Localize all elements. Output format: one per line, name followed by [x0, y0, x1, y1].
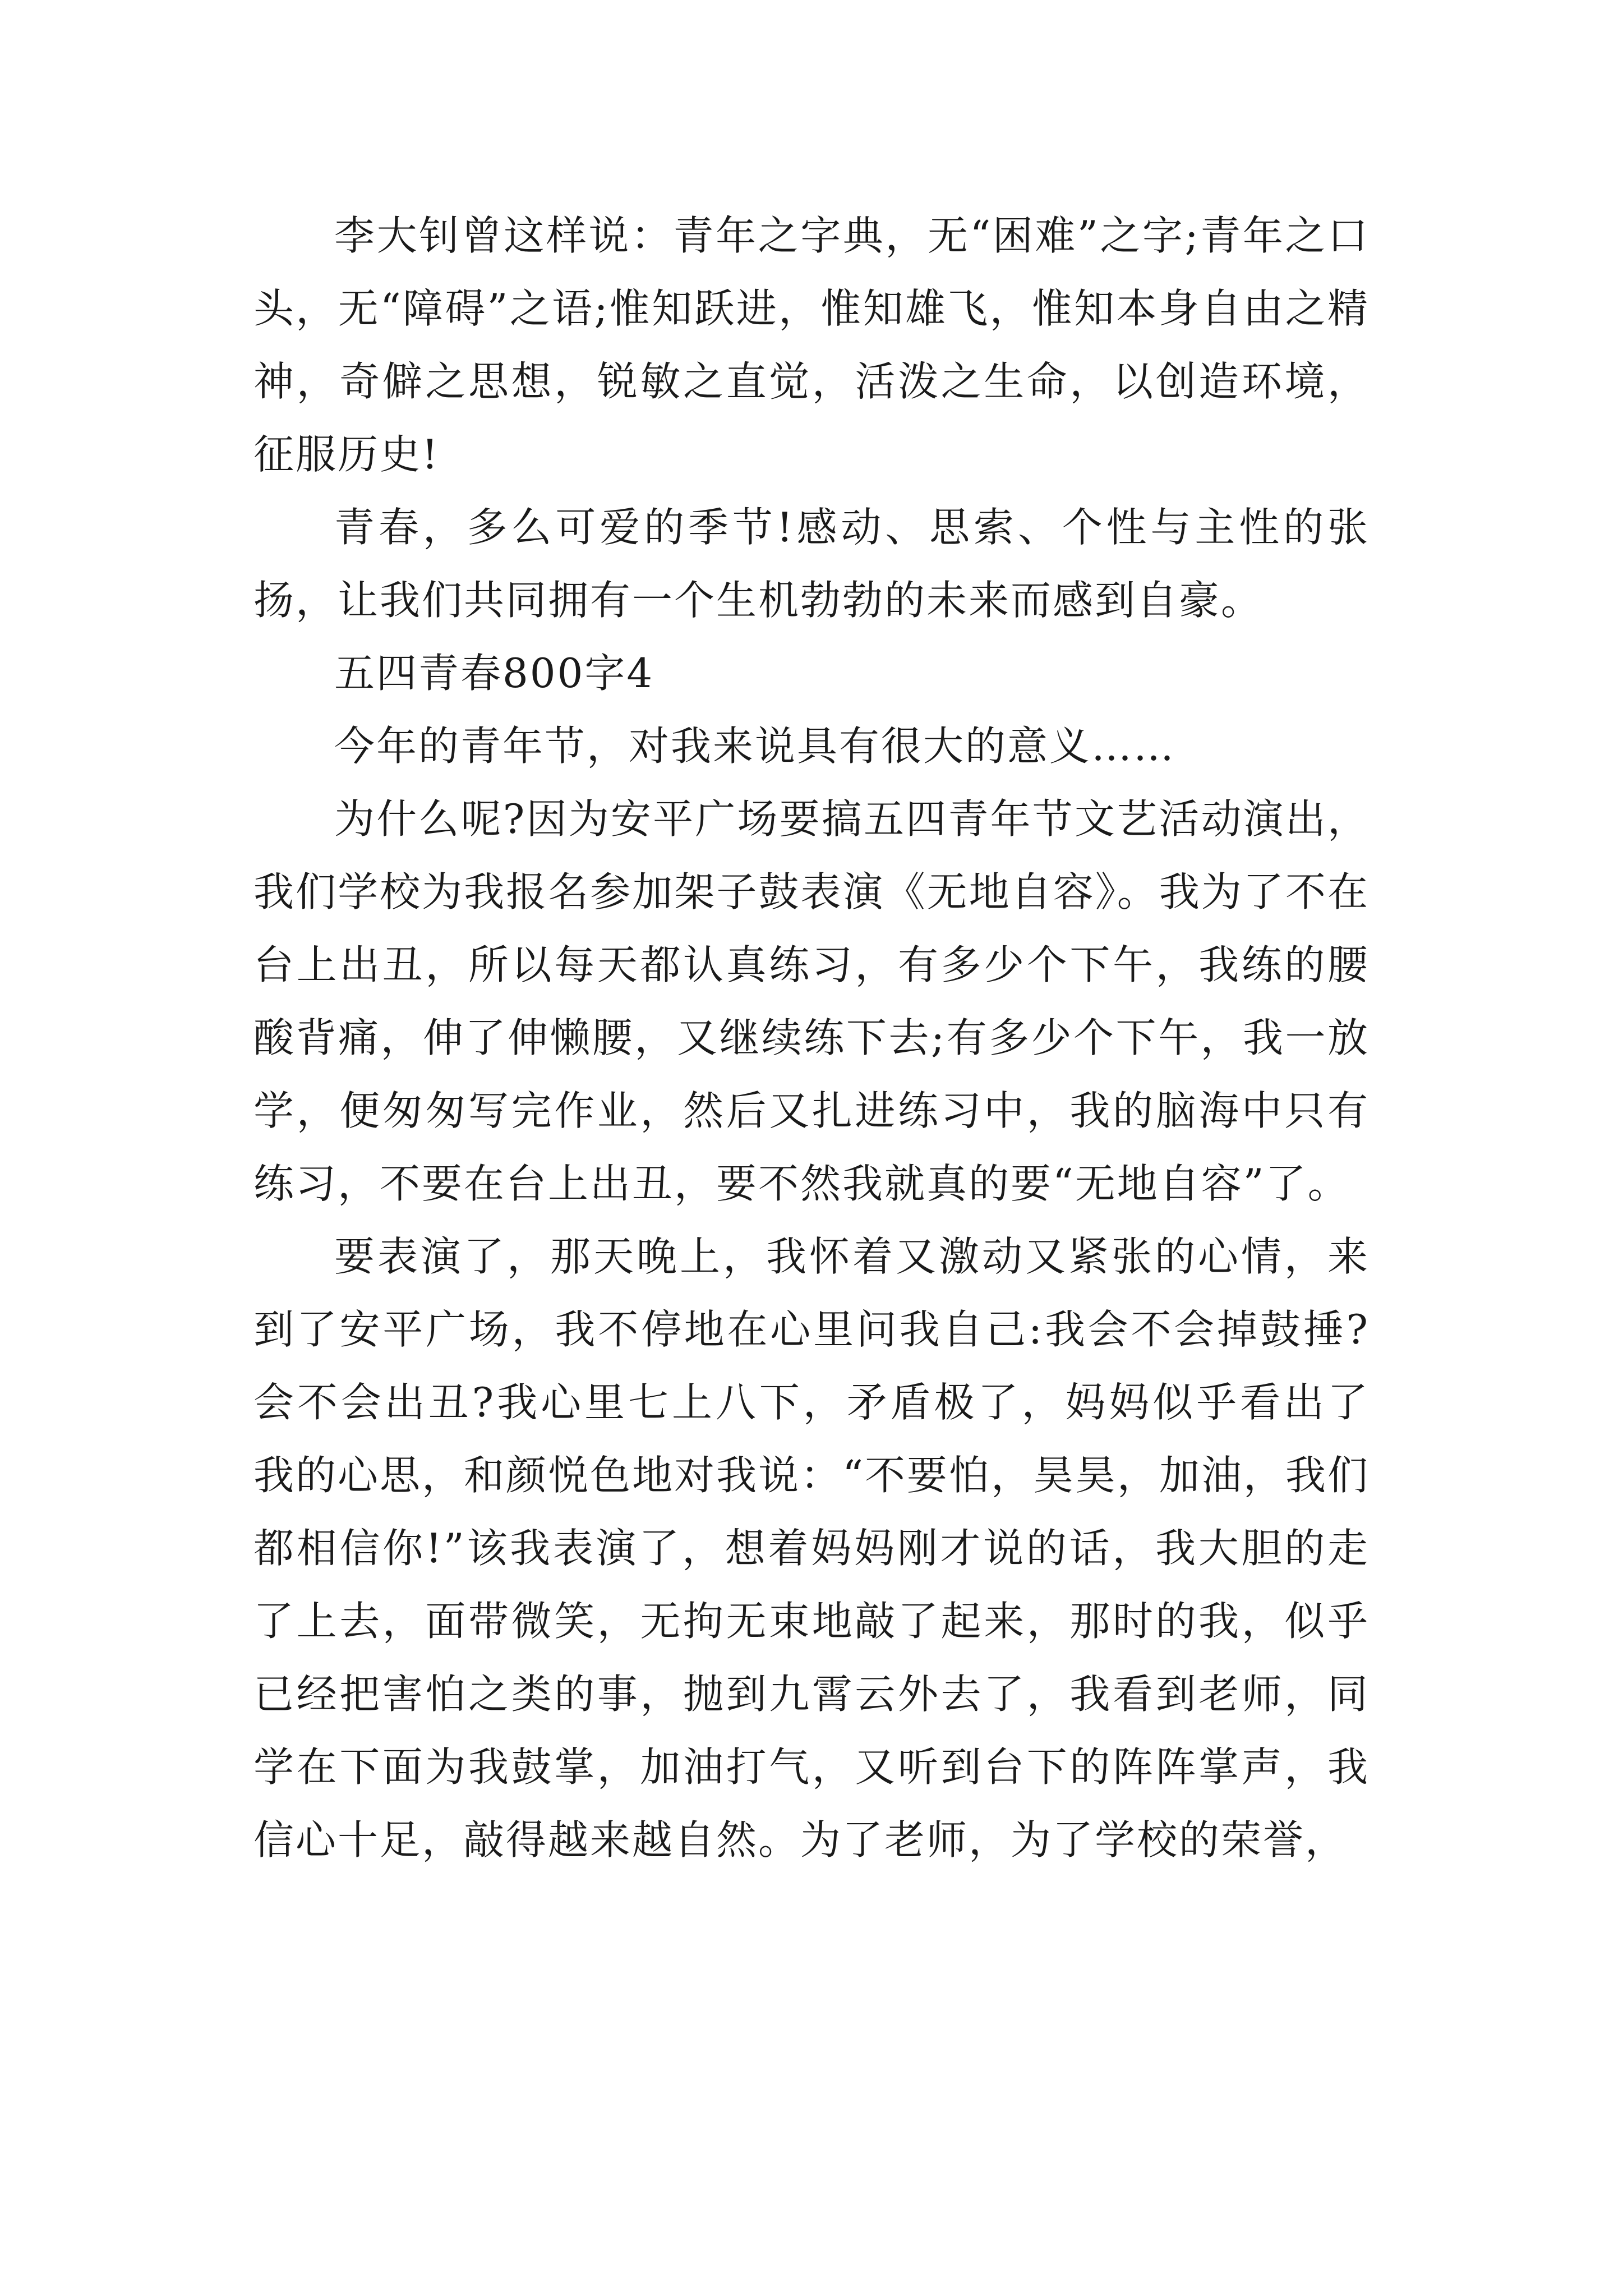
- section-heading: 五四青春800字4: [334, 650, 654, 697]
- paragraph-performance-night: 要表演了，那天晚上，我怀着又激动又紧张的心情，来到了安平广场，我不停地在心里问我自己:我会不会掉鼓捶?会不会出丑?我心里七上八下，矛盾极了，妈妈似乎看出了我的心思，和颜悦色地对我说：“不要怕，昊昊，加油，我们都相信你!”该我表演了，想着妈妈刚才说的话，我大胆的走了上去，面带微笑，无拘无束地敲了起来，那时的我，似乎已经把害怕之类的事，抛到九霄云外去了，我看到老师，同学在下面为我鼓掌，加油打气，又听到台下的阵阵掌声，我信心十足，敲得越来越自然。为了老师，为了学校的荣誉，: [253, 1233, 1370, 1864]
- document-body: [253, 199, 1370, 1876]
- paragraph-drum-practice: 为什么呢?因为安平广场要搞五四青年节文艺活动演出，我们学校为我报名参加架子鼓表演《无地自容》。我为了不在台上出丑，所以每天都认真练习，有多少个下午，我练的腰酸背痛，伸了伸懒腰，又继续练下去;有多少个下午，我一放学，便匆匆写完作业，然后又扎进练习中，我的脑海中只有练习，不要在台上出丑，要不然我就真的要“无地自容”了。: [253, 795, 1370, 1207]
- paragraph-quote-li-dazhao: 李大钊曾这样说：青年之字典，无“困难”之字;青年之口头，无“障碍”之语;惟知跃进，惟知雄飞，惟知本身自由之精神，奇僻之思想，锐敏之直觉，活泼之生命，以创造环境，征服历史!: [253, 212, 1370, 478]
- paragraph-youth-day-meaning: 今年的青年节，对我来说具有很大的意义……: [334, 723, 1176, 770]
- paragraph-youth-season: 青春，多么可爱的季节!感动、思索、个性与主性的张扬，让我们共同拥有一个生机勃勃的未来而感到自豪。: [253, 504, 1370, 624]
